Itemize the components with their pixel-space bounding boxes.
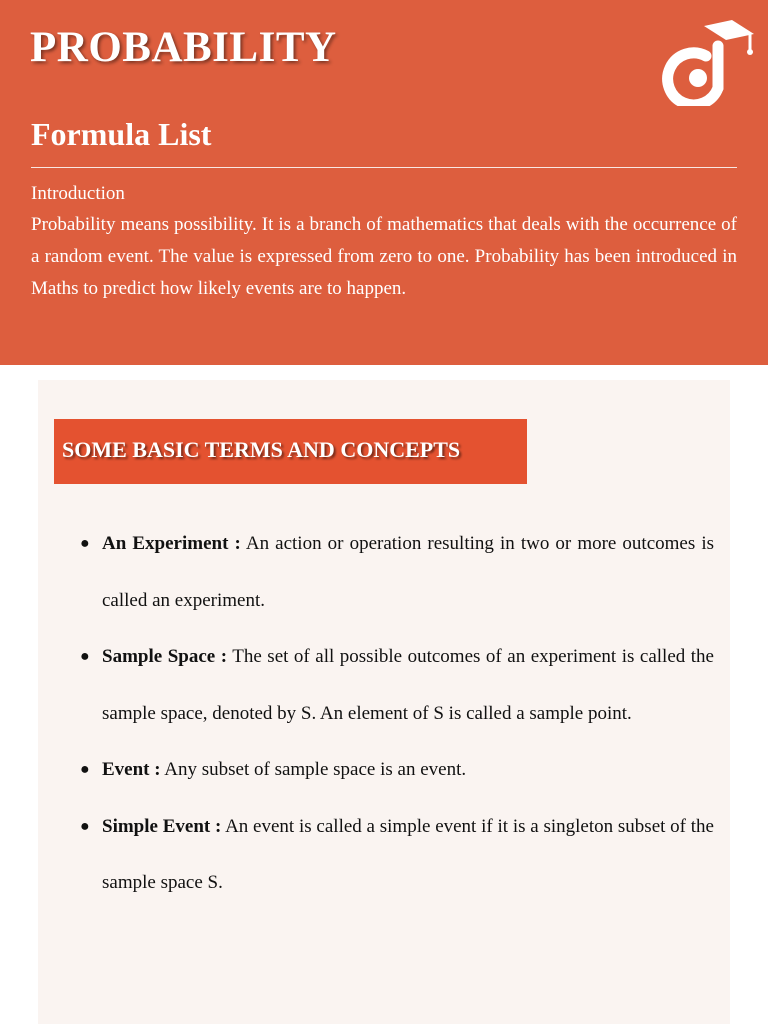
term-definition: Any subset of sample space is an event. [164, 759, 467, 780]
term-name: Sample Space : [102, 646, 228, 667]
page-title: PROBABILITY [30, 24, 337, 71]
terms-list [80, 516, 715, 912]
page-subtitle: Formula List [31, 116, 212, 152]
graduation-cap-d-logo-icon [660, 16, 756, 106]
list-item [80, 799, 714, 912]
header-divider [31, 167, 737, 168]
list-item [80, 629, 714, 742]
term-definition: An event is called a simple event if it is a singleton subset of the sample space S. [102, 815, 714, 893]
intro-heading: Introduction [31, 183, 125, 204]
list-item [80, 516, 715, 629]
bullet-icon: ● [80, 535, 90, 552]
term-name: Event : [102, 759, 161, 780]
intro-paragraph: Probability means possibility. It is a branch of mathematics that deals with the occurrence of a random event. The value is expressed from zero to one. Probability has been introduced in Maths to predict how likely events are to happen. [31, 214, 737, 299]
bullet-icon: ● [80, 817, 90, 835]
term-name: Simple Event : [102, 815, 222, 837]
header [0, 0, 768, 365]
term-definition: The set of all possible outcomes of an experiment is called the sample space, denoted by S. An element of S is called a sample point. [102, 646, 714, 724]
term-name: An Experiment : [102, 533, 241, 554]
section-title: SOME BASIC TERMS AND CONCEPTS [62, 437, 461, 462]
term-definition: An action or operation resulting in two or more outcomes is called an experiment. [102, 533, 715, 611]
section-banner [54, 419, 527, 484]
bullet-icon: ● [80, 761, 90, 778]
bullet-icon: ● [80, 648, 90, 665]
list-item [80, 742, 714, 799]
terms-panel [38, 380, 730, 1024]
